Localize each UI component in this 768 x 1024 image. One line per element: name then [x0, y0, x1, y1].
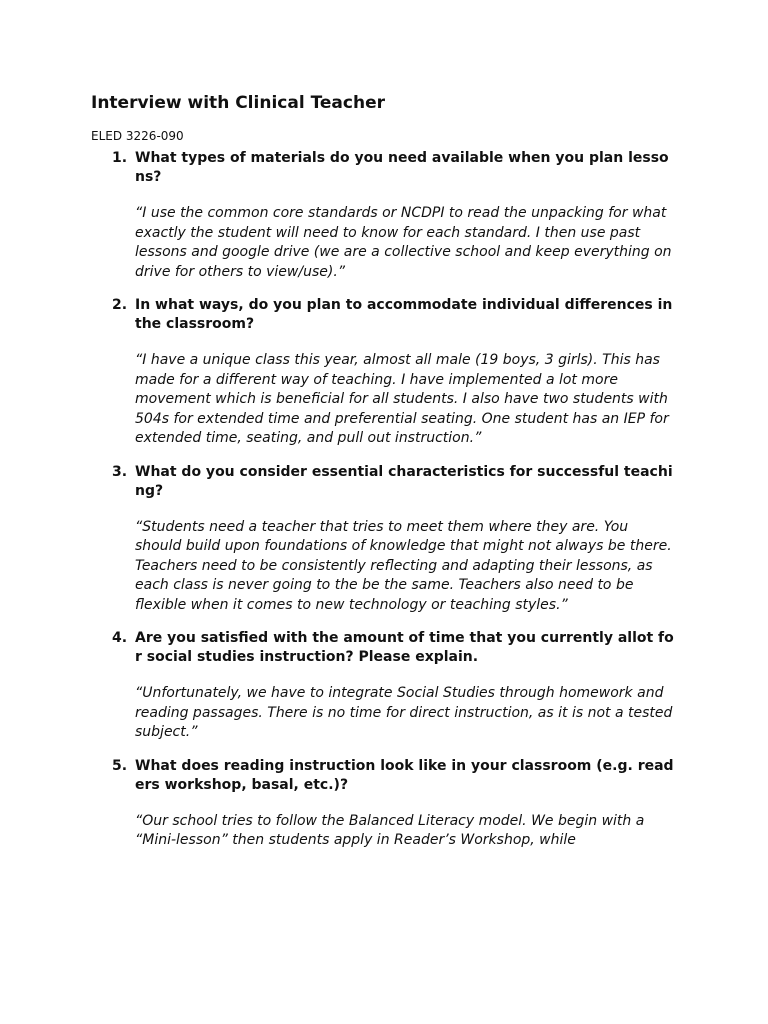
question-number: 4. [112, 630, 128, 646]
question-item-1 [91, 149, 678, 282]
answer-text: “Our school tries to follow the Balanced Literacy model. We begin with a “Mini-lesson” then students apply in Reader’s Workshop, while [135, 812, 645, 848]
question-text: In what ways, do you plan to accommodate individual differences in the classroom? [135, 297, 673, 332]
document-title: Interview with Clinical Teacher [91, 93, 385, 113]
question-number: 3. [112, 463, 128, 480]
question-item-2 [91, 296, 678, 449]
interview-question-list [91, 149, 678, 851]
answer-text: “Unfortunately, we have to integrate Social Studies through homework and reading passages. There is no time for direct instruction, as it is not a tested subject.” [135, 685, 673, 740]
question-number: 1. [112, 150, 128, 166]
question-text: What does reading instruction look like in your classroom (e.g. readers workshop, basal, etc.)? [135, 757, 674, 793]
question-item-4 [91, 629, 678, 743]
question-text: What types of materials do you need available when you plan lessons? [135, 150, 669, 185]
question-number: 5. [112, 757, 128, 774]
answer-text: “I use the common core standards or NCDPI to read the unpacking for what exactly the student will need to know for each standard. I then use past lessons and google drive (we are a collective school and keep everything on drive for others to view/use).” [135, 205, 672, 280]
course-code: ELED 3226-090 [91, 129, 184, 143]
question-item-3 [91, 463, 678, 616]
question-number: 2. [112, 297, 128, 313]
question-text: What do you consider essential characteristics for successful teaching? [135, 463, 673, 499]
answer-text: “I have a unique class this year, almost all male (19 boys, 3 girls). This has made for a different way of teaching. I have implemented a lot more movement which is beneficial for all students. I also have two students with 504s for extended time and preferential seating. One student has an IEP for extended time, seating, and pull out instruction.” [135, 352, 669, 446]
question-text: Are you satisfied with the amount of time that you currently allot for social studies instruction? Please explain. [135, 630, 674, 665]
question-item-5 [91, 757, 678, 851]
answer-text: “Students need a teacher that tries to meet them where they are. You should build upon foundations of knowledge that might not always be there. Teachers need to be consistently reflecting and adapting their lessons, as each class is never going to the be the same. Teachers also need to be flexible when it comes to new technology or teaching styles.” [135, 518, 672, 613]
